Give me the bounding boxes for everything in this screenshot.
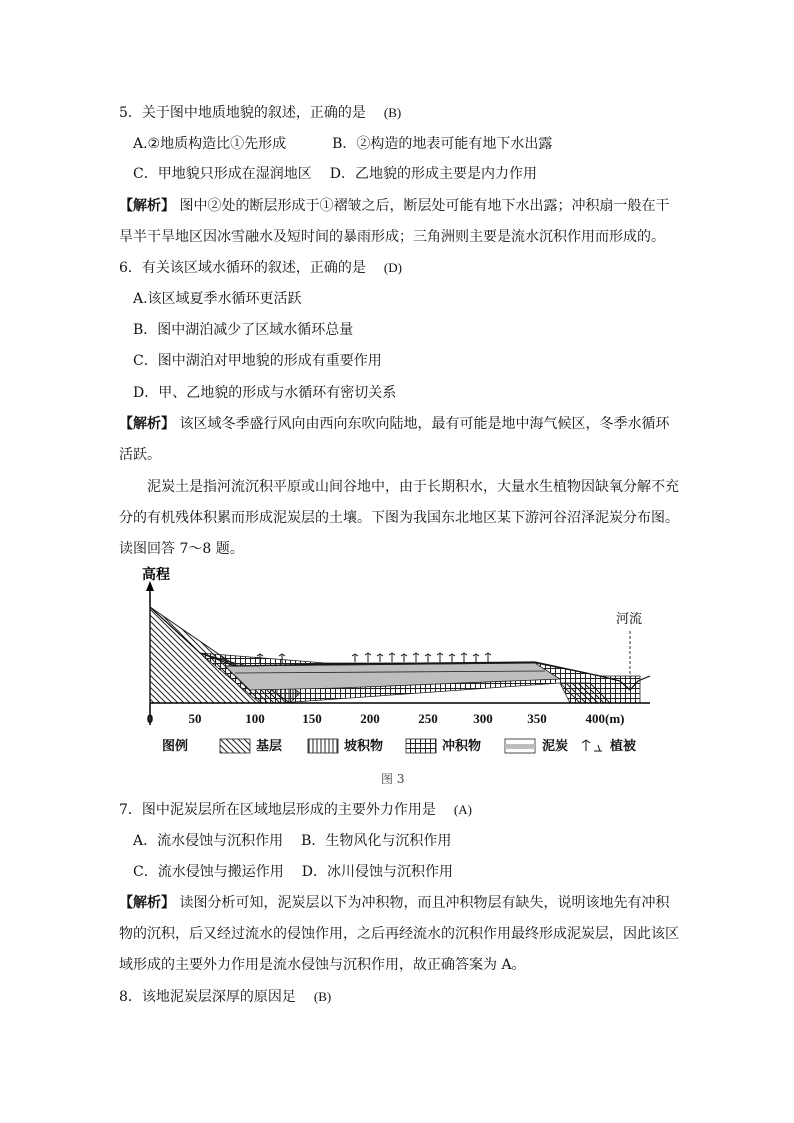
question-5-analysis-line-1: 【解析】 图中②处的断层形成于①褶皱之后，断层处可能有地下水出露；冲积扇一般在干 (119, 198, 670, 214)
x-tick-label: 400(m) (585, 711, 625, 726)
legend-label-alluvium: 冲积物 (442, 739, 482, 754)
peat-cross-section-figure (140, 563, 661, 760)
river-label: 河流 (616, 612, 643, 627)
question-6-option-a: A.该区域夏季水循环更活跃 (133, 291, 302, 307)
alluvium-grid-icon (406, 739, 436, 753)
intro-line-2: 分的有机残体积累而形成泥炭层的土壤。下图为我国东北地区某下游河谷沼泽泥炭分布图。 (119, 510, 679, 526)
cross-section-svg (140, 563, 661, 760)
question-7-stem: 7．图中泥炭层所在区域地层形成的主要外力作用是 (A) (119, 802, 472, 818)
question-6-analysis-line-1: 【解析】 该区域冬季盛行风向由西向东吹向陆地，最有可能是地中海气候区，冬季水循环 (119, 416, 670, 432)
question-5-options-row-1 (133, 134, 552, 154)
legend-title: 图例 (162, 739, 189, 754)
y-axis-label: 高程 (142, 567, 170, 583)
x-tick-label: 300 (473, 711, 493, 726)
question-7-analysis-line-3: 域形成的主要外力作用是流水侵蚀与沉积作用，故正确答案为 A。 (119, 957, 526, 973)
x-tick-label: 350 (527, 711, 547, 726)
question-7-analysis-line-2: 物的沉积，后又经过流水的侵蚀作用，之后再经流水的沉积作用最终形成泥炭层，因此该区 (119, 926, 679, 942)
question-5-answer: (B) (383, 105, 402, 120)
analysis-tag: 【解析】 (119, 416, 175, 432)
question-6-analysis-line-2: 活跃。 (119, 447, 161, 463)
question-5-stem: 5．关于图中地质地貌的叙述，正确的是 (B) (119, 105, 402, 121)
x-tick-label: 150 (302, 711, 322, 726)
intro-line-3: 读图回答 7～8 题。 (119, 541, 244, 557)
x-tick-label: 200 (360, 711, 380, 726)
question-7-options-row-2 (133, 862, 453, 882)
question-7-answer: (A) (453, 802, 472, 817)
slope-deposit-vertical-lines-icon (308, 739, 338, 753)
question-7-analysis-line-1: 【解析】 读图分析可知，泥炭层以下为冲积物，而且冲积物层有缺失，说明该地先有冲积 (119, 895, 670, 911)
question-8-answer: (B) (313, 989, 332, 1004)
question-5-option-c: C．甲地貌只形成在湿润地区 (133, 166, 312, 182)
question-5-option-d: D．乙地貌的形成主要是内力作用 (329, 166, 537, 182)
question-5-options-row-2 (133, 164, 537, 184)
legend-label-vegetation: 植被 (610, 739, 637, 754)
figure-caption: 图 3 (381, 772, 405, 786)
legend-label-slope-deposit: 坡积物 (344, 739, 384, 754)
question-7-option-a: A．流水侵蚀与沉积作用 (133, 833, 284, 849)
question-5-option-b: B．②构造的地表可能有地下水出露 (332, 136, 553, 152)
x-tick-label: 250 (418, 711, 438, 726)
question-8-stem: 8．该地泥炭层深厚的原因足 (B) (119, 989, 332, 1005)
question-6-option-c: C．图中湖泊对甲地貌的形成有重要作用 (133, 353, 382, 369)
x-tick-label: 0 (146, 711, 154, 726)
question-7-option-d: D．冰川侵蚀与沉积作用 (301, 864, 453, 880)
question-5-analysis-line-2: 旱半干旱地区因冰雪融水及短时间的暴雨形成；三角洲则主要是流水沉积作用而形成的。 (119, 229, 665, 245)
question-5-option-a: A.②地质构造比①先形成 (133, 136, 287, 152)
question-7-option-b: B．生物风化与沉积作用 (301, 833, 452, 849)
bedrock-hatch-icon (220, 739, 250, 753)
legend-label-bedrock: 基层 (256, 739, 283, 754)
question-6-answer: (D) (383, 260, 402, 275)
analysis-tag: 【解析】 (119, 895, 175, 911)
analysis-tag: 【解析】 (119, 198, 175, 214)
x-tick-label: 100 (245, 711, 265, 726)
question-6-stem: 6．有关该区域水循环的叙述，正确的是 (D) (119, 260, 402, 276)
legend-label-peat: 泥炭 (542, 739, 569, 754)
question-7-option-c: C．流水侵蚀与搬运作用 (133, 864, 284, 880)
intro-line-1: 泥炭土是指河流沉积平原或山间谷地中，由于长期积水，大量水生植物因缺氧分解不充 (147, 479, 679, 495)
question-7-options-row-1 (133, 831, 451, 851)
question-6-option-b: B．图中湖泊减少了区域水循环总量 (133, 322, 354, 338)
x-tick-label: 50 (188, 711, 202, 726)
question-6-option-d: D．甲、乙地貌的形成与水循环有密切关系 (133, 385, 397, 401)
